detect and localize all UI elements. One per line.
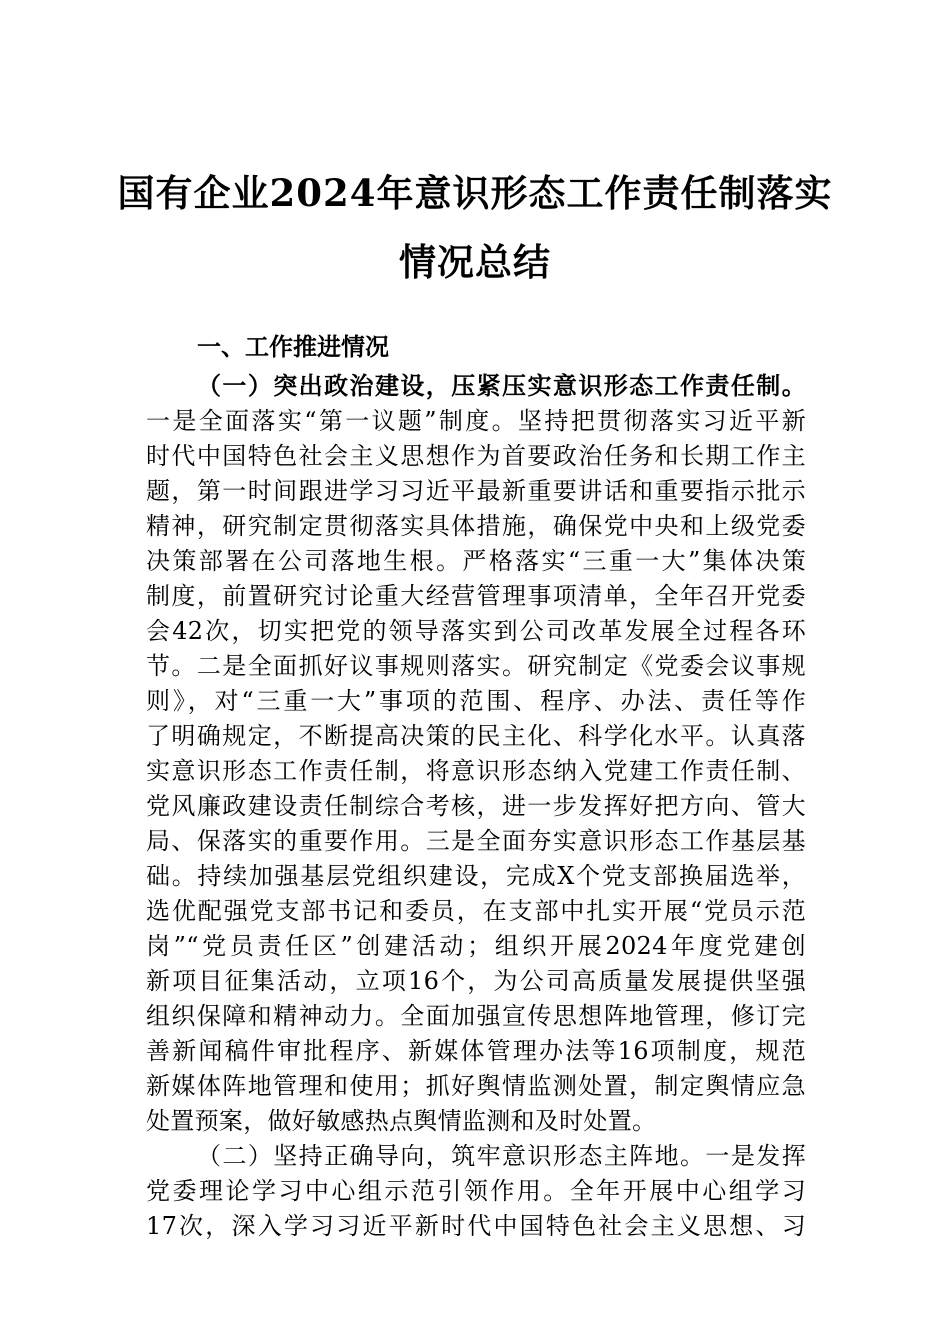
body-line: 则》，对“三重一大”事项的范围、程序、办法、责任等作 xyxy=(146,687,806,715)
section-heading: 一、工作推进情况 xyxy=(197,333,389,361)
body-line: 党委理论学习中心组示范引领作用。全年开展中心组学习 xyxy=(146,1177,806,1205)
body-line: 实意识形态工作责任制，将意识形态纳入党建工作责任制、 xyxy=(146,757,806,785)
body-line: 善新闻稿件审批程序、新媒体管理办法等16项制度，规范 xyxy=(146,1037,806,1065)
body-line: 17次，深入学习习近平新时代中国特色社会主义思想、习 xyxy=(146,1212,806,1240)
body-line: 选优配强党支部书记和委员，在支部中扎实开展“党员示范 xyxy=(146,897,806,925)
document-title-line-2: 情况总结 xyxy=(399,240,551,284)
body-line: 一是全面落实“第一议题”制度。坚持把贯彻落实习近平新 xyxy=(146,407,806,435)
body-line: 新项目征集活动，立项16个，为公司高质量发展提供坚强 xyxy=(146,967,806,995)
body-line: 处置预案，做好敏感热点舆情监测和及时处置。 xyxy=(146,1107,657,1135)
body-line: 岗”“党员责任区”创建活动；组织开展2024年度党建创 xyxy=(146,932,806,960)
document-title-line-1: 国有企业2024年意识形态工作责任制落实 xyxy=(117,171,833,215)
body-line: 会42次，切实把党的领导落实到公司改革发展全过程各环 xyxy=(146,617,806,645)
body-line: 决策部署在公司落地生根。严格落实“三重一大”集体决策 xyxy=(146,547,806,575)
body-line: 制度，前置研究讨论重大经营管理事项清单，全年召开党委 xyxy=(146,582,806,610)
body-line: 础。持续加强基层党组织建设，完成X个党支部换届选举， xyxy=(146,862,806,890)
body-line: 精神，研究制定贯彻落实具体措施，确保党中央和上级党委 xyxy=(146,512,806,540)
body-line: （一）突出政治建设，压紧压实意识形态工作责任制。 xyxy=(197,371,806,400)
body-line: 组织保障和精神动力。全面加强宣传思想阵地管理，修订完 xyxy=(146,1002,806,1030)
body-line: （二）坚持正确导向，筑牢意识形态主阵地。一是发挥 xyxy=(197,1142,806,1170)
body-line: 局、保落实的重要作用。三是全面夯实意识形态工作基层基 xyxy=(146,827,806,855)
body-line: 题，第一时间跟进学习习近平最新重要讲话和重要指示批示 xyxy=(146,477,806,505)
body-line: 节。二是全面抓好议事规则落实。研究制定《党委会议事规 xyxy=(146,652,806,680)
body-line: 了明确规定，不断提高决策的民主化、科学化水平。认真落 xyxy=(146,722,806,750)
body-line: 时代中国特色社会主义思想作为首要政治任务和长期工作主 xyxy=(146,442,806,470)
body-line: 新媒体阵地管理和使用；抓好舆情监测处置，制定舆情应急 xyxy=(146,1072,806,1100)
body-line: 党风廉政建设责任制综合考核，进一步发挥好把方向、管大 xyxy=(146,792,806,820)
